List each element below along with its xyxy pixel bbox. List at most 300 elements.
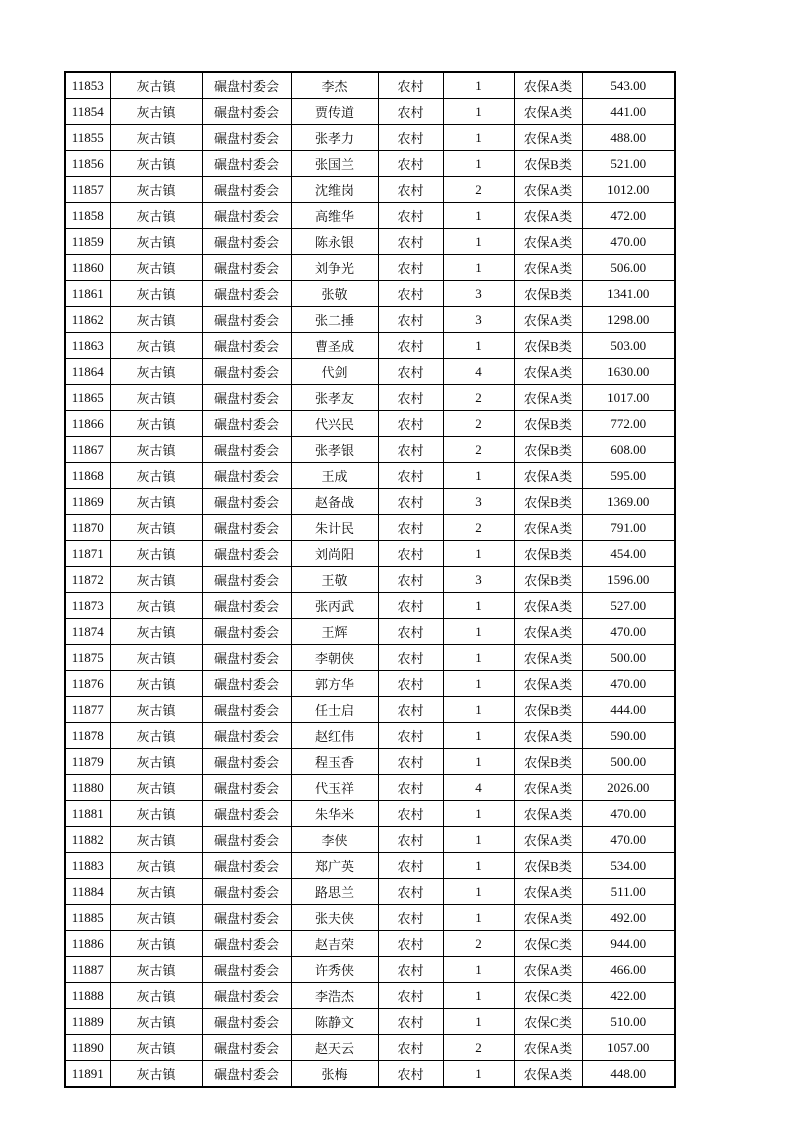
cell-category: 农保B类	[514, 541, 582, 567]
cell-name: 陈永银	[291, 229, 378, 255]
cell-count: 1	[443, 229, 514, 255]
cell-type: 农村	[378, 671, 443, 697]
cell-name: 代剑	[291, 359, 378, 385]
cell-amount: 511.00	[582, 879, 675, 905]
cell-name: 代兴民	[291, 411, 378, 437]
cell-count: 4	[443, 775, 514, 801]
cell-amount: 500.00	[582, 645, 675, 671]
cell-name: 张梅	[291, 1061, 378, 1088]
cell-id: 11874	[65, 619, 110, 645]
table-row	[65, 463, 675, 489]
cell-amount: 470.00	[582, 801, 675, 827]
cell-village: 碾盘村委会	[202, 957, 291, 983]
table-row	[65, 957, 675, 983]
cell-village: 碾盘村委会	[202, 645, 291, 671]
cell-id: 11868	[65, 463, 110, 489]
cell-name: 陈静文	[291, 1009, 378, 1035]
cell-type: 农村	[378, 1009, 443, 1035]
cell-amount: 2026.00	[582, 775, 675, 801]
cell-name: 赵天云	[291, 1035, 378, 1061]
cell-town: 灰古镇	[110, 359, 202, 385]
table-row	[65, 411, 675, 437]
cell-amount: 1341.00	[582, 281, 675, 307]
cell-name: 朱计民	[291, 515, 378, 541]
cell-id: 11889	[65, 1009, 110, 1035]
cell-count: 1	[443, 879, 514, 905]
cell-village: 碾盘村委会	[202, 1061, 291, 1088]
cell-town: 灰古镇	[110, 749, 202, 775]
cell-category: 农保A类	[514, 671, 582, 697]
cell-name: 张丙武	[291, 593, 378, 619]
cell-id: 11890	[65, 1035, 110, 1061]
cell-village: 碾盘村委会	[202, 99, 291, 125]
cell-category: 农保A类	[514, 307, 582, 333]
cell-village: 碾盘村委会	[202, 931, 291, 957]
cell-type: 农村	[378, 1061, 443, 1088]
cell-town: 灰古镇	[110, 853, 202, 879]
cell-village: 碾盘村委会	[202, 827, 291, 853]
cell-count: 3	[443, 567, 514, 593]
table-row	[65, 515, 675, 541]
cell-town: 灰古镇	[110, 775, 202, 801]
cell-category: 农保B类	[514, 281, 582, 307]
cell-count: 2	[443, 411, 514, 437]
cell-name: 程玉香	[291, 749, 378, 775]
table-row	[65, 307, 675, 333]
cell-id: 11884	[65, 879, 110, 905]
cell-name: 张孝友	[291, 385, 378, 411]
table-row	[65, 853, 675, 879]
cell-count: 1	[443, 983, 514, 1009]
cell-id: 11871	[65, 541, 110, 567]
cell-category: 农保B类	[514, 411, 582, 437]
cell-town: 灰古镇	[110, 827, 202, 853]
cell-town: 灰古镇	[110, 229, 202, 255]
cell-category: 农保B类	[514, 489, 582, 515]
record-table-body	[65, 72, 675, 1087]
cell-name: 王敬	[291, 567, 378, 593]
table-row	[65, 1061, 675, 1088]
cell-name: 刘尚阳	[291, 541, 378, 567]
table-row	[65, 801, 675, 827]
cell-count: 1	[443, 697, 514, 723]
cell-count: 2	[443, 177, 514, 203]
cell-id: 11883	[65, 853, 110, 879]
cell-amount: 1596.00	[582, 567, 675, 593]
cell-name: 张孝力	[291, 125, 378, 151]
cell-town: 灰古镇	[110, 931, 202, 957]
cell-category: 农保A类	[514, 1035, 582, 1061]
cell-town: 灰古镇	[110, 151, 202, 177]
cell-count: 3	[443, 281, 514, 307]
cell-amount: 510.00	[582, 1009, 675, 1035]
cell-village: 碾盘村委会	[202, 359, 291, 385]
cell-type: 农村	[378, 463, 443, 489]
cell-village: 碾盘村委会	[202, 775, 291, 801]
table-row	[65, 671, 675, 697]
cell-village: 碾盘村委会	[202, 983, 291, 1009]
table-row	[65, 333, 675, 359]
cell-category: 农保A类	[514, 1061, 582, 1088]
cell-count: 1	[443, 593, 514, 619]
cell-type: 农村	[378, 983, 443, 1009]
cell-amount: 1012.00	[582, 177, 675, 203]
cell-type: 农村	[378, 489, 443, 515]
cell-name: 任士启	[291, 697, 378, 723]
cell-type: 农村	[378, 905, 443, 931]
cell-id: 11863	[65, 333, 110, 359]
table-row	[65, 749, 675, 775]
cell-name: 李浩杰	[291, 983, 378, 1009]
cell-amount: 448.00	[582, 1061, 675, 1088]
cell-town: 灰古镇	[110, 385, 202, 411]
cell-amount: 1017.00	[582, 385, 675, 411]
cell-amount: 503.00	[582, 333, 675, 359]
cell-type: 农村	[378, 775, 443, 801]
cell-count: 2	[443, 385, 514, 411]
table-row	[65, 125, 675, 151]
cell-type: 农村	[378, 151, 443, 177]
cell-amount: 506.00	[582, 255, 675, 281]
cell-village: 碾盘村委会	[202, 229, 291, 255]
cell-type: 农村	[378, 723, 443, 749]
cell-amount: 1369.00	[582, 489, 675, 515]
cell-town: 灰古镇	[110, 645, 202, 671]
table-row	[65, 983, 675, 1009]
cell-amount: 534.00	[582, 853, 675, 879]
cell-amount: 470.00	[582, 671, 675, 697]
cell-town: 灰古镇	[110, 1061, 202, 1088]
cell-id: 11877	[65, 697, 110, 723]
cell-town: 灰古镇	[110, 333, 202, 359]
table-row	[65, 775, 675, 801]
cell-category: 农保A类	[514, 775, 582, 801]
cell-name: 赵备战	[291, 489, 378, 515]
cell-village: 碾盘村委会	[202, 463, 291, 489]
cell-amount: 521.00	[582, 151, 675, 177]
cell-count: 1	[443, 853, 514, 879]
cell-town: 灰古镇	[110, 541, 202, 567]
cell-id: 11882	[65, 827, 110, 853]
cell-type: 农村	[378, 437, 443, 463]
cell-id: 11887	[65, 957, 110, 983]
cell-amount: 944.00	[582, 931, 675, 957]
cell-town: 灰古镇	[110, 879, 202, 905]
cell-village: 碾盘村委会	[202, 1035, 291, 1061]
cell-town: 灰古镇	[110, 463, 202, 489]
cell-category: 农保A类	[514, 801, 582, 827]
cell-category: 农保A类	[514, 619, 582, 645]
cell-type: 农村	[378, 359, 443, 385]
cell-count: 1	[443, 749, 514, 775]
table-row	[65, 879, 675, 905]
cell-count: 1	[443, 72, 514, 99]
cell-count: 1	[443, 671, 514, 697]
cell-type: 农村	[378, 229, 443, 255]
cell-amount: 1630.00	[582, 359, 675, 385]
table-row	[65, 437, 675, 463]
cell-id: 11867	[65, 437, 110, 463]
table-row	[65, 489, 675, 515]
cell-name: 贾传道	[291, 99, 378, 125]
cell-name: 李朝侠	[291, 645, 378, 671]
cell-town: 灰古镇	[110, 801, 202, 827]
cell-type: 农村	[378, 645, 443, 671]
cell-count: 1	[443, 801, 514, 827]
cell-village: 碾盘村委会	[202, 203, 291, 229]
cell-town: 灰古镇	[110, 177, 202, 203]
cell-name: 张夫侠	[291, 905, 378, 931]
table-row	[65, 151, 675, 177]
cell-count: 1	[443, 99, 514, 125]
cell-type: 农村	[378, 879, 443, 905]
cell-count: 1	[443, 619, 514, 645]
cell-amount: 527.00	[582, 593, 675, 619]
cell-category: 农保A类	[514, 723, 582, 749]
cell-category: 农保A类	[514, 99, 582, 125]
cell-type: 农村	[378, 697, 443, 723]
cell-category: 农保B类	[514, 853, 582, 879]
cell-category: 农保A类	[514, 359, 582, 385]
table-row	[65, 645, 675, 671]
cell-category: 农保A类	[514, 72, 582, 99]
cell-town: 灰古镇	[110, 567, 202, 593]
cell-count: 1	[443, 125, 514, 151]
document-sheet	[64, 71, 676, 1088]
cell-category: 农保B类	[514, 151, 582, 177]
cell-type: 农村	[378, 255, 443, 281]
cell-category: 农保A类	[514, 645, 582, 671]
cell-type: 农村	[378, 749, 443, 775]
cell-id: 11880	[65, 775, 110, 801]
cell-id: 11878	[65, 723, 110, 749]
cell-id: 11854	[65, 99, 110, 125]
cell-name: 路思兰	[291, 879, 378, 905]
table-row	[65, 593, 675, 619]
cell-amount: 454.00	[582, 541, 675, 567]
cell-village: 碾盘村委会	[202, 515, 291, 541]
cell-amount: 470.00	[582, 827, 675, 853]
cell-amount: 500.00	[582, 749, 675, 775]
cell-category: 农保A类	[514, 957, 582, 983]
cell-category: 农保C类	[514, 1009, 582, 1035]
cell-id: 11860	[65, 255, 110, 281]
table-row	[65, 359, 675, 385]
cell-name: 赵红伟	[291, 723, 378, 749]
cell-category: 农保A类	[514, 593, 582, 619]
cell-name: 郭方华	[291, 671, 378, 697]
table-row	[65, 1009, 675, 1035]
cell-id: 11866	[65, 411, 110, 437]
cell-type: 农村	[378, 125, 443, 151]
cell-town: 灰古镇	[110, 437, 202, 463]
cell-id: 11881	[65, 801, 110, 827]
cell-town: 灰古镇	[110, 1009, 202, 1035]
cell-id: 11891	[65, 1061, 110, 1088]
cell-type: 农村	[378, 827, 443, 853]
cell-id: 11858	[65, 203, 110, 229]
cell-id: 11865	[65, 385, 110, 411]
cell-category: 农保A类	[514, 229, 582, 255]
cell-town: 灰古镇	[110, 697, 202, 723]
cell-id: 11855	[65, 125, 110, 151]
table-row	[65, 931, 675, 957]
cell-type: 农村	[378, 567, 443, 593]
cell-id: 11870	[65, 515, 110, 541]
cell-category: 农保A类	[514, 125, 582, 151]
cell-amount: 772.00	[582, 411, 675, 437]
cell-type: 农村	[378, 72, 443, 99]
cell-type: 农村	[378, 593, 443, 619]
cell-count: 1	[443, 645, 514, 671]
cell-amount: 1057.00	[582, 1035, 675, 1061]
cell-village: 碾盘村委会	[202, 333, 291, 359]
cell-village: 碾盘村委会	[202, 749, 291, 775]
cell-count: 3	[443, 489, 514, 515]
cell-id: 11888	[65, 983, 110, 1009]
cell-town: 灰古镇	[110, 255, 202, 281]
cell-count: 4	[443, 359, 514, 385]
cell-category: 农保A类	[514, 203, 582, 229]
cell-town: 灰古镇	[110, 307, 202, 333]
cell-amount: 444.00	[582, 697, 675, 723]
cell-town: 灰古镇	[110, 281, 202, 307]
cell-category: 农保B类	[514, 567, 582, 593]
cell-village: 碾盘村委会	[202, 281, 291, 307]
cell-count: 2	[443, 437, 514, 463]
table-row	[65, 229, 675, 255]
cell-name: 曹圣成	[291, 333, 378, 359]
cell-category: 农保B类	[514, 437, 582, 463]
table-row	[65, 619, 675, 645]
cell-village: 碾盘村委会	[202, 1009, 291, 1035]
cell-id: 11857	[65, 177, 110, 203]
table-row	[65, 1035, 675, 1061]
cell-town: 灰古镇	[110, 125, 202, 151]
cell-type: 农村	[378, 203, 443, 229]
cell-name: 张敬	[291, 281, 378, 307]
cell-amount: 422.00	[582, 983, 675, 1009]
cell-type: 农村	[378, 307, 443, 333]
cell-amount: 608.00	[582, 437, 675, 463]
cell-amount: 472.00	[582, 203, 675, 229]
cell-name: 朱华米	[291, 801, 378, 827]
cell-count: 1	[443, 151, 514, 177]
cell-village: 碾盘村委会	[202, 905, 291, 931]
cell-town: 灰古镇	[110, 99, 202, 125]
cell-category: 农保A类	[514, 515, 582, 541]
cell-count: 1	[443, 541, 514, 567]
cell-name: 王辉	[291, 619, 378, 645]
cell-id: 11885	[65, 905, 110, 931]
cell-town: 灰古镇	[110, 983, 202, 1009]
cell-town: 灰古镇	[110, 957, 202, 983]
cell-id: 11861	[65, 281, 110, 307]
cell-town: 灰古镇	[110, 1035, 202, 1061]
cell-type: 农村	[378, 853, 443, 879]
cell-town: 灰古镇	[110, 723, 202, 749]
cell-id: 11879	[65, 749, 110, 775]
cell-name: 代玉祥	[291, 775, 378, 801]
cell-amount: 441.00	[582, 99, 675, 125]
cell-amount: 791.00	[582, 515, 675, 541]
cell-amount: 543.00	[582, 72, 675, 99]
cell-town: 灰古镇	[110, 619, 202, 645]
cell-amount: 1298.00	[582, 307, 675, 333]
cell-town: 灰古镇	[110, 489, 202, 515]
cell-type: 农村	[378, 541, 443, 567]
cell-id: 11886	[65, 931, 110, 957]
cell-name: 张孝银	[291, 437, 378, 463]
cell-count: 2	[443, 1035, 514, 1061]
cell-count: 1	[443, 255, 514, 281]
table-row	[65, 255, 675, 281]
table-row	[65, 281, 675, 307]
cell-category: 农保C类	[514, 931, 582, 957]
cell-category: 农保A类	[514, 255, 582, 281]
cell-category: 农保B类	[514, 333, 582, 359]
cell-count: 1	[443, 905, 514, 931]
cell-name: 沈维岗	[291, 177, 378, 203]
cell-type: 农村	[378, 177, 443, 203]
table-row	[65, 203, 675, 229]
cell-id: 11876	[65, 671, 110, 697]
cell-count: 1	[443, 333, 514, 359]
cell-amount: 595.00	[582, 463, 675, 489]
cell-amount: 466.00	[582, 957, 675, 983]
cell-village: 碾盘村委会	[202, 619, 291, 645]
cell-name: 李侠	[291, 827, 378, 853]
cell-village: 碾盘村委会	[202, 671, 291, 697]
table-row	[65, 905, 675, 931]
cell-category: 农保A类	[514, 905, 582, 931]
cell-village: 碾盘村委会	[202, 567, 291, 593]
cell-name: 许秀侠	[291, 957, 378, 983]
cell-village: 碾盘村委会	[202, 879, 291, 905]
cell-village: 碾盘村委会	[202, 151, 291, 177]
cell-amount: 470.00	[582, 619, 675, 645]
cell-name: 郑广英	[291, 853, 378, 879]
cell-village: 碾盘村委会	[202, 697, 291, 723]
cell-category: 农保B类	[514, 749, 582, 775]
cell-count: 1	[443, 827, 514, 853]
cell-count: 1	[443, 463, 514, 489]
cell-name: 刘争光	[291, 255, 378, 281]
cell-village: 碾盘村委会	[202, 385, 291, 411]
cell-category: 农保C类	[514, 983, 582, 1009]
table-row	[65, 385, 675, 411]
cell-id: 11875	[65, 645, 110, 671]
cell-name: 王成	[291, 463, 378, 489]
cell-type: 农村	[378, 385, 443, 411]
cell-type: 农村	[378, 515, 443, 541]
cell-village: 碾盘村委会	[202, 307, 291, 333]
cell-type: 农村	[378, 1035, 443, 1061]
cell-town: 灰古镇	[110, 593, 202, 619]
cell-village: 碾盘村委会	[202, 255, 291, 281]
cell-category: 农保B类	[514, 697, 582, 723]
cell-village: 碾盘村委会	[202, 125, 291, 151]
cell-village: 碾盘村委会	[202, 853, 291, 879]
record-table	[64, 71, 676, 1088]
cell-count: 2	[443, 515, 514, 541]
cell-town: 灰古镇	[110, 72, 202, 99]
cell-type: 农村	[378, 801, 443, 827]
cell-town: 灰古镇	[110, 515, 202, 541]
cell-village: 碾盘村委会	[202, 593, 291, 619]
cell-id: 11869	[65, 489, 110, 515]
cell-town: 灰古镇	[110, 671, 202, 697]
